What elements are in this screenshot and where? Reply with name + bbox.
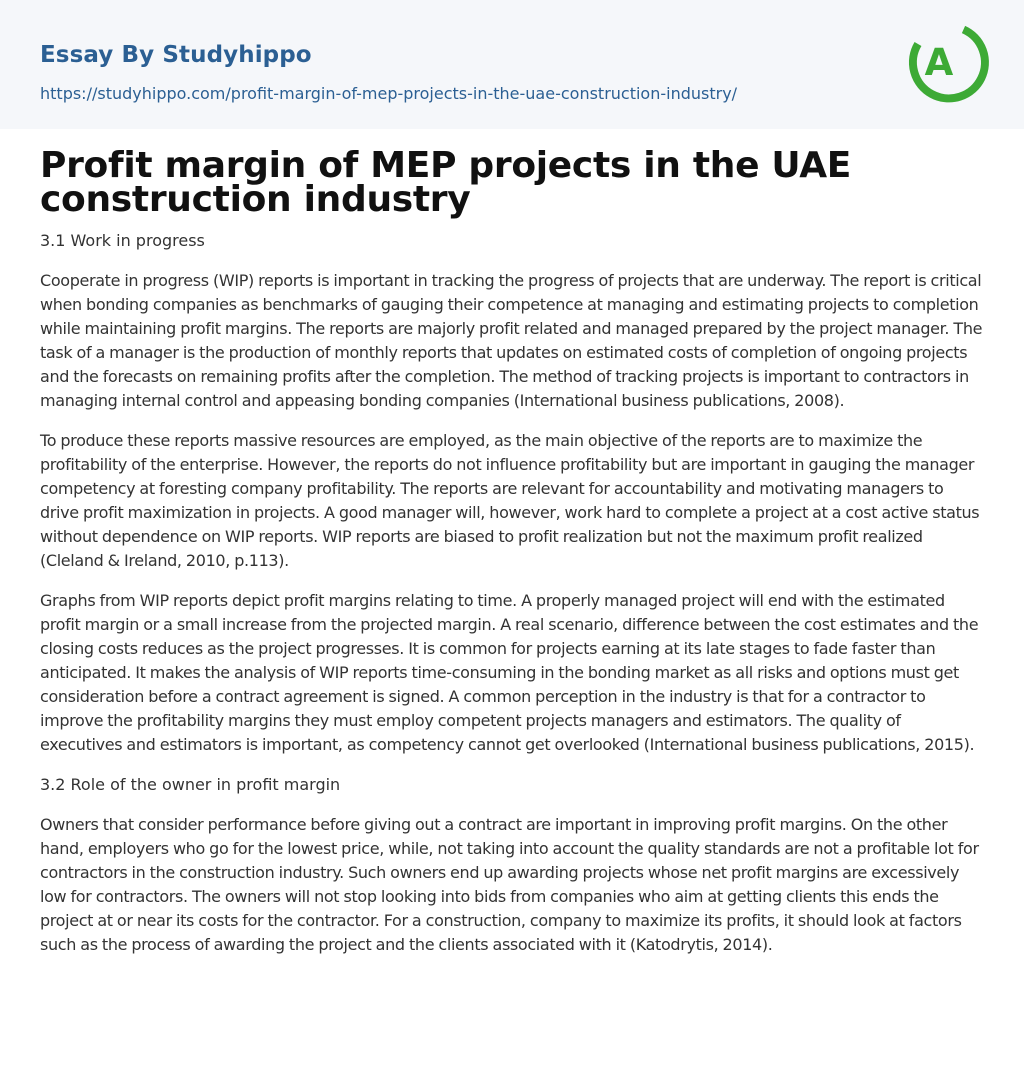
article (0, 145, 1024, 957)
page-url-link[interactable]: https://studyhippo.com/profit-margin-of-mep-projects-in-the-uae-construction-industry/ (40, 84, 738, 103)
site-title[interactable]: Essay By Studyhippo (40, 42, 312, 68)
paragraph: Owners that consider performance before giving out a contract are important in improving profit margins. On the other hand, employers who go for the lowest price, while, not taking into account the quality standards are not a profitable lot for contractors in the construction industry. Such owners end up awarding projects whose net profit margins are excessively low for contractors. The owners will not stop looking into bids from companies who aim at getting clients this ends the project at or near its costs for the contractor. For a construction, company to maximize its profits, it should look at factors such as the process of awarding the project and the clients associated with it (Katodrytis, 2014). (40, 815, 979, 954)
paragraph: Graphs from WIP reports depict profit margins relating to time. A properly managed project will end with the estimated profit margin or a small increase from the projected margin. A real scenario, difference between the cost estimates and the closing costs reduces as the project progresses. It is common for projects earning at its late stages to fade faster than anticipated. It makes the analysis of WIP reports time-consuming in the bonding market as all risks and options must get consideration before a contract agreement is signed. A common perception in the industry is that for a contractor to improve the profitability margins they must employ competent projects managers and estimators. The quality of executives and estimators is important, as competency cannot get overlooked (International business publications, 2015). (40, 591, 979, 754)
site-header (0, 0, 1024, 129)
page-title: Profit margin of MEP projects in the UAE construction industry (40, 145, 852, 220)
paragraph: Cooperate in progress (WIP) reports is important in tracking the progress of projects that are underway. The report is critical when bonding companies as benchmarks of gauging their competence at managing and estimating projects to completion while maintaining profit margins. The reports are majorly profit related and managed prepared by the project manager. The task of a manager is the production of monthly reports that updates on estimated costs of completion of ongoing projects and the forecasts on remaining profits after the completion. The method of tracking projects is important to contractors in managing internal control and appeasing bonding companies (International business publications, 2008). (40, 271, 983, 410)
logo-letter: A (924, 41, 954, 84)
paragraph: To produce these reports massive resources are employed, as the main objective of the reports are to maximize the profitability of the enterprise. However, the reports do not influence profitability but are important in gauging the manager competency at foresting company profitability. The reports are relevant for accountability and motivating managers to drive profit maximization in projects. A good manager will, however, work hard to complete a project at a cost active status without dependence on WIP reports. WIP reports are biased to profit realization but not the maximum profit realized (Cleland & Ireland, 2010, p.113). (40, 431, 980, 570)
section-heading-work-in-progress: 3.1 Work in progress (40, 231, 205, 250)
studyhippo-logo-icon[interactable] (905, 18, 991, 104)
section-heading-role-of-owner: 3.2 Role of the owner in profit margin (40, 775, 341, 794)
